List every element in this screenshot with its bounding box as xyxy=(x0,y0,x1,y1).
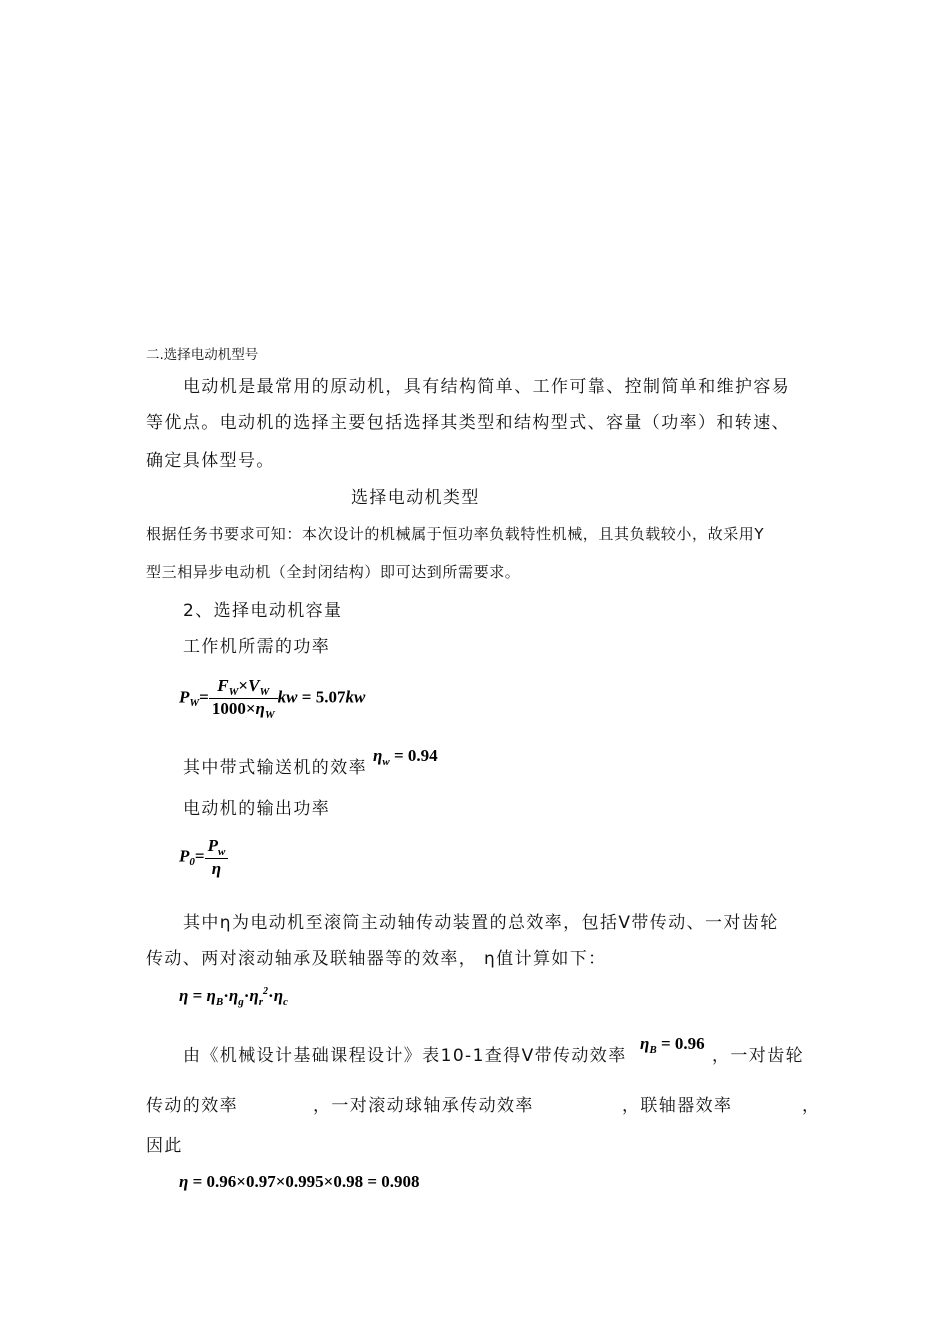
type-line-1: 根据任务书要求可知：本次设计的机械属于恒功率负载特性机械，且其负载较小，故采用Y xyxy=(146,525,765,543)
output-power-label: 电动机的输出功率 xyxy=(183,799,331,819)
work-power-label: 工作机所需的功率 xyxy=(183,637,331,657)
therefore-text: 因此 xyxy=(146,1136,183,1156)
formula-eta-w: $\eta_w = 0.94$ xyxy=(373,746,438,768)
eta-desc-line-1: 其中η为电动机至滚筒主动轴传动装置的总效率，包括V带传动、一对齿轮 xyxy=(183,913,779,933)
intro-line-1: 电动机是最常用的原动机，具有结构简单、工作可靠、控制简单和维护容易 xyxy=(183,377,791,397)
coupling-efficiency-text: ，联轴器效率 xyxy=(622,1096,733,1116)
formula-pd: $P_0=$ $\frac{P_w}{\eta}$ xyxy=(179,836,228,879)
table-ref-line: 由《机械设计基础课程设计》表10-1查得V带传动效率 xyxy=(183,1046,627,1066)
bearing-efficiency-text: ，一对滚动球轴承传动效率 xyxy=(313,1096,534,1116)
sub-heading: 选择电动机类型 xyxy=(351,488,480,508)
intro-line-2: 等优点。电动机的选择主要包括选择其类型和结构型式、容量（功率）和转速、 xyxy=(146,413,790,433)
section-title: 二.选择电动机型号 xyxy=(146,347,259,363)
type-line-2: 型三相异步电动机（全封闭结构）即可达到所需要求。 xyxy=(146,563,521,581)
gear-efficiency-text: 传动的效率 xyxy=(146,1096,238,1116)
table-ref-tail: ，一对齿轮 xyxy=(712,1046,804,1066)
eta-desc-line-2: 传动、两对滚动轴承及联轴器等的效率， η值计算如下： xyxy=(146,949,607,969)
formula-pw: $P_W=$ $\frac{F_W\times V_W}{1000\times\eta_W}$ kw = 5.07kw xyxy=(179,676,366,721)
formula-eta-total: $\eta = \eta_B\cdot\eta_g\cdot\eta_r^2\cdot\eta_c$ xyxy=(179,986,288,1008)
line-end-comma: ， xyxy=(802,1096,821,1116)
formula-result: η = 0.96×0.97×0.995×0.98 = 0.908 xyxy=(179,1172,420,1191)
capacity-heading: 2、选择电动机容量 xyxy=(183,601,343,621)
formula-eta-b: $\eta_B = 0.96$ xyxy=(640,1034,705,1056)
efficiency-line: 其中带式输送机的效率 xyxy=(183,758,367,778)
intro-line-3: 确定具体型号。 xyxy=(146,451,275,471)
